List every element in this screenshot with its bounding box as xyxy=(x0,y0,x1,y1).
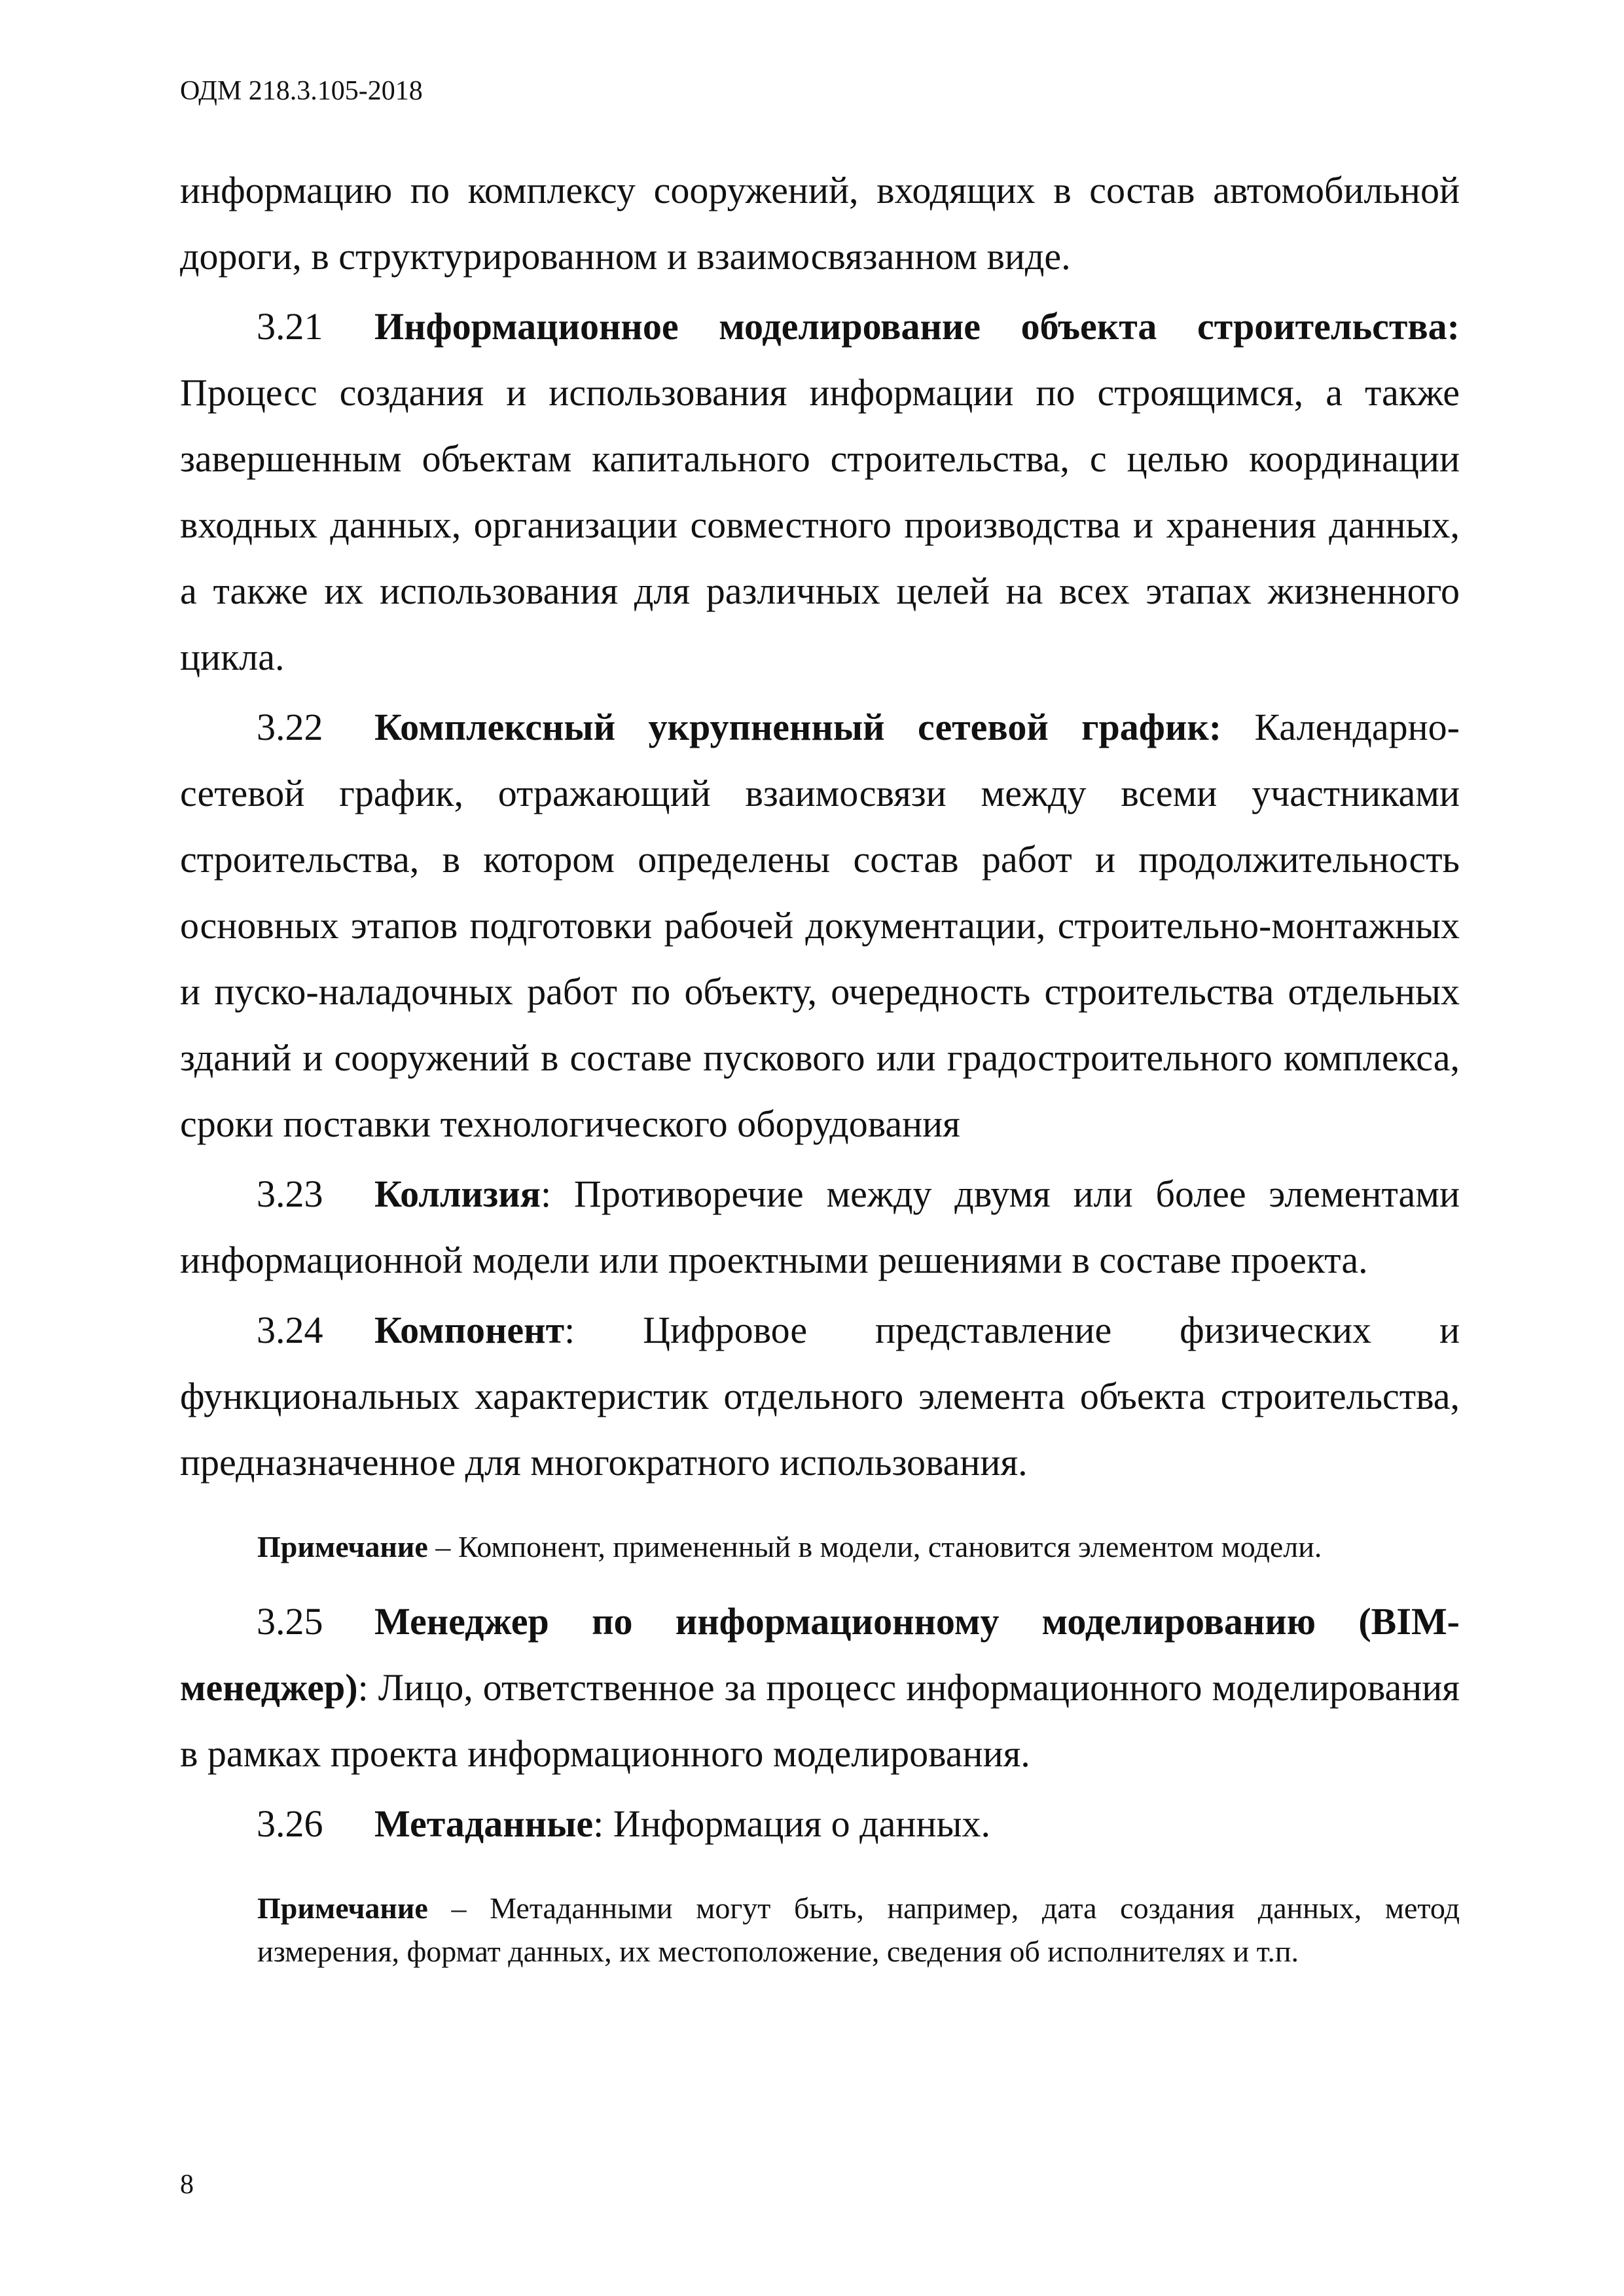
document-code-header: ОДМ 218.3.105-2018 xyxy=(180,76,423,106)
page-number: 8 xyxy=(180,2170,194,2200)
entry-term: Коллизия xyxy=(374,1173,541,1215)
entry-term: Комплексный укрупненный сетевой график: xyxy=(374,706,1222,748)
entry-term: Менеджер по информационному моделированию (BIM-менеджер) xyxy=(180,1600,1460,1709)
entry-3-26 xyxy=(180,1791,1460,1857)
note-label: Примечание xyxy=(257,1530,428,1563)
note-label: Примечание xyxy=(257,1891,428,1925)
note-3-26 xyxy=(180,1887,1460,1973)
entry-definition: Календарно-сетевой график, отражающий взаимосвязи между всеми участниками строительства, в котором определены состав работ и продолжительность основных этапов подготовки рабочей документации, строительно-монтажных и пуско-наладочных работ по объекту, очередность строительства отдельных зданий и сооружений в составе пускового или градостроительного комплекса, сроки поставки технологического оборудования xyxy=(180,706,1460,1145)
entry-number: 3.23 xyxy=(257,1173,323,1215)
intro-text: информацию по комплексу сооружений, входящих в состав автомобильной дороги, в структурированном и взаимосвязанном виде. xyxy=(180,169,1460,278)
intro-paragraph xyxy=(180,157,1460,289)
entry-3-25 xyxy=(180,1588,1460,1787)
entry-number: 3.22 xyxy=(257,706,323,748)
entry-definition: : Противоречие между двумя или более элементами информационной модели или проектными решениями в составе проекта. xyxy=(180,1173,1460,1281)
entry-number: 3.26 xyxy=(257,1802,323,1845)
note-text: – Компонент, примененный в модели, становится элементом модели. xyxy=(427,1530,1322,1563)
entry-3-22 xyxy=(180,694,1460,1157)
entry-term: Компонент xyxy=(374,1309,565,1351)
entry-term: Информационное моделирование объекта строительства: xyxy=(374,305,1460,348)
page-content xyxy=(180,157,1460,1973)
entry-number: 3.21 xyxy=(257,305,323,348)
entry-definition: Процесс создания и использования информации по строящимся, а также завершенным объектам капитального строительства, с целью координации входных данных, организации совместного производства и хранения данных, а также их использования для различных целей на всех этапах жизненного цикла. xyxy=(180,371,1460,678)
entry-definition: : Информация о данных. xyxy=(593,1802,990,1845)
note-3-24 xyxy=(180,1525,1460,1569)
entry-number: 3.24 xyxy=(257,1309,323,1351)
note-text: – Метаданными могут быть, например, дата создания данных, метод измерения, формат данных, их местоположение, сведения об исполнителях и т.п. xyxy=(257,1891,1460,1968)
entry-3-23 xyxy=(180,1161,1460,1293)
entry-3-24 xyxy=(180,1297,1460,1495)
entry-number: 3.25 xyxy=(257,1600,323,1643)
entry-3-21 xyxy=(180,293,1460,690)
entry-definition: : Цифровое представление физических и функциональных характеристик отдельного элемента объекта строительства, предназначенное для многократного использования. xyxy=(180,1309,1460,1484)
entry-definition: : Лицо, ответственное за процесс информационного моделирования в рамках проекта информационного моделирования. xyxy=(180,1666,1460,1775)
entry-term: Метаданные xyxy=(374,1802,594,1845)
